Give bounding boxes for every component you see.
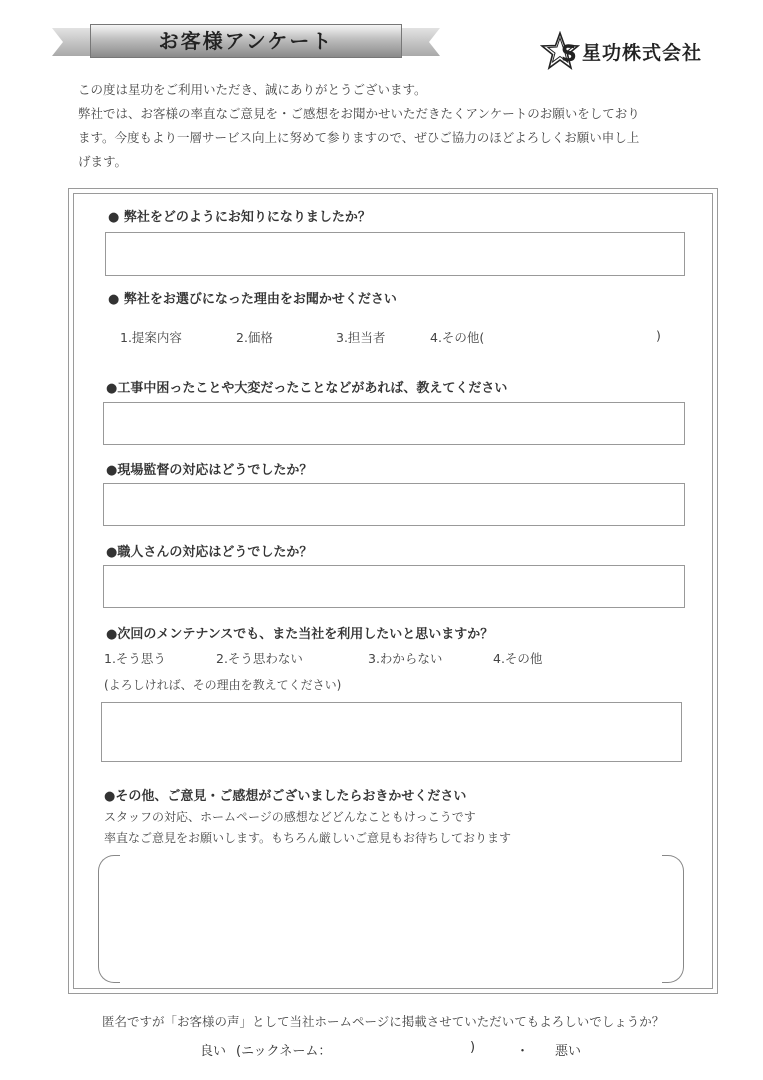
intro-line: この度は星功をご利用いただき、誠にありがとうございます。 [78,82,427,97]
svg-text:S: S [561,42,577,67]
q6-option-2[interactable]: 2.そう思わない [216,651,303,666]
q2-option-3[interactable]: 3.担当者 [336,330,386,345]
q7-note-line: スタッフの対応、ホームページの感想などどんなこともけっこうです [104,810,476,824]
q6-reason-note: (よろしければ、その理由を教えてください) [104,678,342,692]
answer-box-3[interactable] [103,402,685,445]
question-7: ●その他、ご意見・ご感想がございましたらおきかせください [104,789,467,804]
answer-box-1[interactable] [105,232,685,276]
company-name: 星功株式会社 [582,41,703,64]
bracket-left [98,855,120,983]
question-1: ● 弊社をどのようにお知りになりましたか？ [108,210,371,225]
intro-line: ます。今度もより一層サービス向上に努めて参りますので、ぜひご協力のほどよろしくお願い申し上 [78,130,640,145]
question-3: ●工事中困ったことや大変だったことなどがあれば、教えてください [106,381,508,396]
q2-option-2[interactable]: 2.価格 [236,330,273,345]
ribbon-banner [90,24,402,58]
intro-line: 弊社では、お客様の率直なご意見を・ご感想をお聞かせいただきたくアンケートのお願いをしており [78,106,640,121]
q2-option-4[interactable]: 4.その他( [430,330,485,345]
answer-box-7[interactable] [98,855,684,983]
q7-note-line: 率直なご意見をお願いします。もちろん厳しいご意見もお待ちしております [104,831,512,845]
answer-box-4[interactable] [103,483,685,526]
nickname-close: ) [470,1040,476,1055]
title-ribbon [52,18,440,68]
q2-option-4-close: ) [656,328,661,343]
bracket-right [662,855,684,983]
answer-box-5[interactable] [103,565,685,608]
nickname-label: (ニックネーム： [236,1044,332,1059]
page-title: お客様アンケート [158,29,334,53]
consent-question: 匿名ですが「お客様の声」として当社ホームページに掲載させていただいてもよろしいでしょうか？ [102,1014,665,1029]
question-4: ●現場監督の対応はどうでしたか？ [106,463,313,478]
intro-text [78,78,718,174]
separator-dot: ・ [516,1044,530,1059]
question-5: ●職人さんの対応はどうでしたか？ [106,545,313,560]
company-logo [540,30,720,72]
q6-option-1[interactable]: 1.そう思う [104,651,166,666]
answer-box-6[interactable] [101,702,682,762]
q2-option-1[interactable]: 1.提案内容 [120,330,182,345]
question-6: ●次回のメンテナンスでも、また当社を利用したいと思いますか？ [106,627,494,642]
consent-good-option[interactable]: 良い [200,1044,227,1059]
star-s-logo-icon [540,31,580,71]
intro-line: げます。 [78,154,128,169]
q6-option-4[interactable]: 4.その他 [493,651,543,666]
question-2: ● 弊社をお選びになった理由をお聞かせください [108,292,397,307]
consent-bad-option[interactable]: 悪い [555,1044,582,1059]
q6-option-3[interactable]: 3.わからない [368,651,443,666]
